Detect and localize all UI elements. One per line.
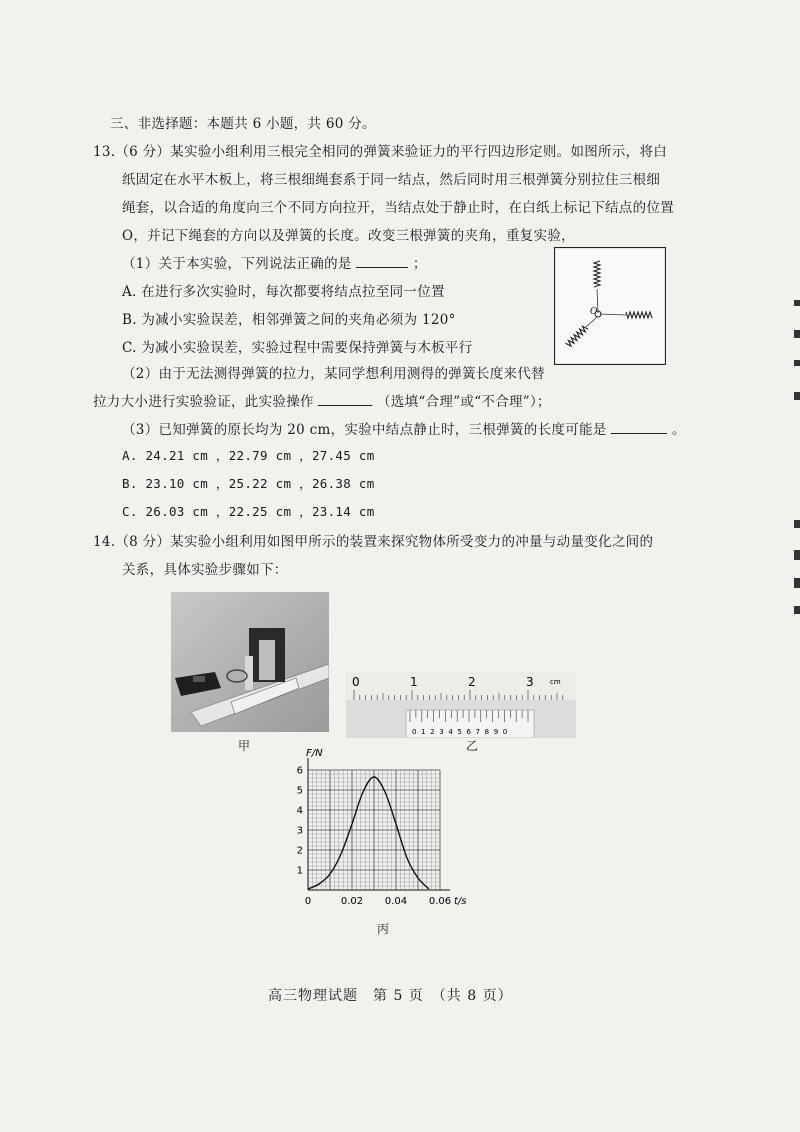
q13-line4: O，并记下绳套的方向以及弹簧的长度。改变三根弹簧的夹角，重复实验， xyxy=(122,228,575,244)
caption-yi: 乙 xyxy=(466,739,479,753)
y-tick-label: 3 xyxy=(296,825,303,837)
spring-figure xyxy=(554,247,666,365)
apparatus-photo xyxy=(171,592,329,732)
q13-option-a: A. 在进行多次实验时，每次都要将结点拉至同一位置 xyxy=(122,284,445,300)
margin-mark xyxy=(794,360,800,366)
x-tick-label: 0.06 xyxy=(428,896,452,907)
q13-line1: 13.（6 分）某实验小组利用三根完全相同的弹簧来验证力的平行四边形定则。如图所示，将白 xyxy=(93,144,668,160)
margin-mark xyxy=(794,606,800,614)
y-tick-label: 2 xyxy=(296,845,303,857)
q13-answer-a: A. 24.21 cm ，22.79 cm ，27.45 cm xyxy=(122,448,375,463)
q13-sub2-line2 xyxy=(93,390,551,410)
chart-grid xyxy=(308,770,440,890)
q13-option-c: C. 为减小实验误差，实验过程中需要保持弹簧与木板平行 xyxy=(122,340,473,356)
main-scale-label-0: 0 xyxy=(352,675,360,689)
margin-mark xyxy=(794,300,800,306)
q13-sub1-text: （1）关于本实验，下列说法正确的是 xyxy=(122,256,352,272)
q13-sub3-blank xyxy=(611,432,667,434)
x-axis-label: t/s xyxy=(454,896,467,907)
margin-mark xyxy=(794,520,800,528)
x-tick-label: 0.04 xyxy=(384,896,408,907)
q13-option-b: B. 为减小实验误差，相邻弹簧之间的夹角必须为 120° xyxy=(122,312,456,328)
q13-line2: 纸固定在水平木板上，将三根细绳套系于同一结点，然后同时用三根弹簧分别拉住三根细 xyxy=(122,172,661,188)
q14-line2: 关系，具体实验步骤如下： xyxy=(122,562,288,578)
main-scale-label-1: 1 xyxy=(410,675,418,689)
q13-answer-b: B. 23.10 cm ，25.22 cm ，26.38 cm xyxy=(122,476,375,491)
vernier-caliper xyxy=(346,672,576,738)
page-footer: 高三物理试题 第 5 页 （共 8 页） xyxy=(268,988,513,1004)
section-title: 三、非选择题：本题共 6 小题，共 60 分。 xyxy=(110,116,376,132)
spring-figure-frame xyxy=(555,248,666,365)
margin-mark xyxy=(794,550,800,560)
caption-jia: 甲 xyxy=(238,739,251,753)
main-scale-unit: cm xyxy=(550,678,561,686)
q13-sub1 xyxy=(122,252,427,272)
y-tick-label: 5 xyxy=(296,785,303,797)
q13-answer-c: C. 26.03 cm ，22.25 cm ，23.14 cm xyxy=(122,504,375,519)
vernier-digits: 0 1 2 3 4 5 6 7 8 9 0 xyxy=(412,728,509,736)
main-scale-label-2: 2 xyxy=(468,675,476,689)
q13-sub3-end: 。 xyxy=(671,422,686,438)
q13-sub1-blank xyxy=(356,266,408,268)
q13-sub2-blank xyxy=(318,404,372,406)
x-tick-label: 0 xyxy=(304,896,312,907)
q13-sub2-line1: （2）由于无法测得弹簧的拉力，某同学想利用测得的弹簧长度来代替 xyxy=(122,366,545,382)
y-axis-label: F/N xyxy=(306,748,323,759)
q13-sub1-end: ； xyxy=(412,256,427,272)
x-tick-label: 0.02 xyxy=(340,896,364,907)
main-scale xyxy=(346,672,576,700)
main-scale-label-3: 3 xyxy=(526,675,534,689)
q14-line1: 14.（8 分）某实验小组利用如图甲所示的装置来探究物体所受变力的冲量与动量变化之间的 xyxy=(93,534,654,550)
margin-mark xyxy=(794,578,800,588)
y-tick-label: 6 xyxy=(296,765,303,777)
force-curve xyxy=(308,777,429,889)
y-tick-label: 4 xyxy=(296,805,303,817)
y-tick-label: 1 xyxy=(296,865,303,877)
margin-mark xyxy=(794,330,800,338)
q13-sub3 xyxy=(122,418,686,438)
force-time-chart xyxy=(288,748,478,916)
margin-mark xyxy=(794,392,800,400)
q13-line3: 绳套，以合适的角度向三个不同方向拉开，当结点处于静止时，在白纸上标记下结点的位置 xyxy=(122,200,674,216)
q13-sub2-text-a: 拉力大小进行实验验证，此实验操作 xyxy=(93,394,314,410)
knot-label: O xyxy=(590,307,598,317)
q13-sub3-text: （3）已知弹簧的原长均为 20 cm，实验中结点静止时，三根弹簧的长度可能是 xyxy=(122,422,607,438)
caption-bing: 丙 xyxy=(377,922,390,936)
q13-sub2-text-b: （选填“合理”或“不合理”）； xyxy=(377,394,551,410)
